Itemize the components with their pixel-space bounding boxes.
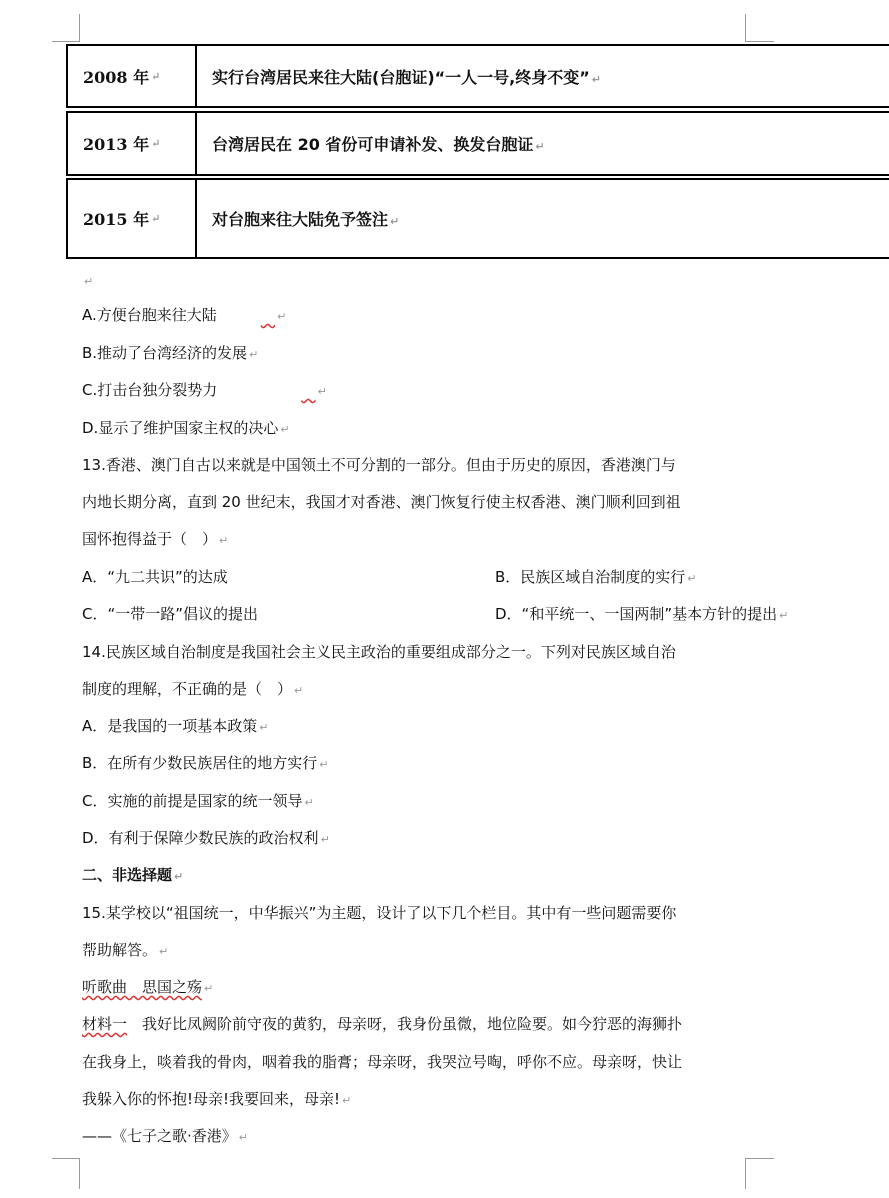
material-line: 材料一 我好比凤阙阶前守夜的黄豹，母亲呀，我身份虽微，地位险要。如今狞恶的海狮扑 <box>82 1015 683 1033</box>
q14-option-d: D．有利于保障少数民族的政治权利 ↵ <box>82 829 330 847</box>
q14-option-b: B．在所有少数民族居住的地方实行 ↵ <box>82 754 329 772</box>
table-row: 2015 年 ↵ 对台胞来往大陆免予签注 ↵ <box>66 178 889 259</box>
page-corner-mark <box>52 1158 80 1189</box>
q14-stem-line: 14.民族区域自治制度是我国社会主义民主政治的重要组成部分之一。下列对民族区域自治 <box>82 643 676 661</box>
table-row: 2013 年 ↵ 台湾居民在 20 省份可申请补发、换发台胞证 ↵ <box>66 111 889 176</box>
q12-option-d: D.显示了维护国家主权的决心 ↵ <box>82 419 290 437</box>
q13-options-row <box>82 604 789 624</box>
table-year: 2013 年 <box>83 135 150 154</box>
q13-option-a: A．“九二共识”的达成 <box>82 568 228 586</box>
q14-stem-line: 制度的理解，不正确的是（ ） ↵ <box>82 680 304 698</box>
q12-option-c: C.打击台独分裂势力 ↵ <box>82 381 327 399</box>
empty-paragraph: ↵ <box>84 275 94 288</box>
material-line: 在我身上，啖着我的骨肉，咽着我的脂膏；母亲呀，我哭泣号啕，呼你不应。母亲呀，快让 <box>82 1053 683 1071</box>
q15-stem-line: 帮助解答。 ↵ <box>82 941 169 959</box>
q13-stem-line: 国怀抱得益于（ ） ↵ <box>82 530 229 548</box>
page-corner-mark <box>745 1158 774 1189</box>
table-year: 2008 年 <box>83 67 150 87</box>
table-row: 2008 年 ↵ 实行台湾居民来往大陆(台胞证)“一人一号,终身不变” ↵ <box>66 44 889 108</box>
table-year: 2015 年 <box>83 210 150 229</box>
q13-option-d: D．“和平统一、一国两制”基本方针的提出 ↵ <box>495 605 789 623</box>
q13-stem-line: 13.香港、澳门自古以来就是中国领土不可分割的一部分。但由于历史的原因，香港澳门与 <box>82 456 676 474</box>
material-source: ——《七子之歌·香港》 ↵ <box>82 1127 248 1145</box>
q14-option-c: C．实施的前提是国家的统一领导 ↵ <box>82 792 314 810</box>
q13-option-b: B．民族区域自治制度的实行 ↵ <box>495 568 697 586</box>
page-corner-mark <box>745 14 774 42</box>
q14-option-a: A．是我国的一项基本政策 ↵ <box>82 717 269 735</box>
table-text: 实行台湾居民来往大陆(台胞证)“一人一号,终身不变” <box>212 67 590 87</box>
q13-option-c: C．“一带一路”倡议的提出 <box>82 605 259 623</box>
page-corner-mark <box>52 14 80 42</box>
section-heading: 二、非选择题 ↵ <box>82 866 184 884</box>
q12-option-a: A.方便台胞来往大陆 ↵ <box>82 306 287 324</box>
q13-options-row <box>82 567 782 587</box>
material-label: 材料一 <box>82 1015 128 1033</box>
table-text: 对台胞来往大陆免予签注 <box>212 210 389 229</box>
q13-stem-line: 内地长期分离，直到 20 世纪末，我国才对香港、澳门恢复行使主权香港、澳门顺利回到祖 <box>82 493 681 511</box>
q15-song-title: 听歌曲 思国之殇 ↵ <box>82 978 214 996</box>
q12-option-b: B.推动了台湾经济的发展 ↵ <box>82 344 259 362</box>
material-line: 我躲入你的怀抱!母亲!我要回来，母亲! ↵ <box>82 1090 352 1108</box>
table-text: 台湾居民在 20 省份可申请补发、换发台胞证 <box>212 135 534 154</box>
q15-stem-line: 15.某学校以“祖国统一，中华振兴”为主题，设计了以下几个栏目。其中有一些问题需要你 <box>82 904 677 922</box>
